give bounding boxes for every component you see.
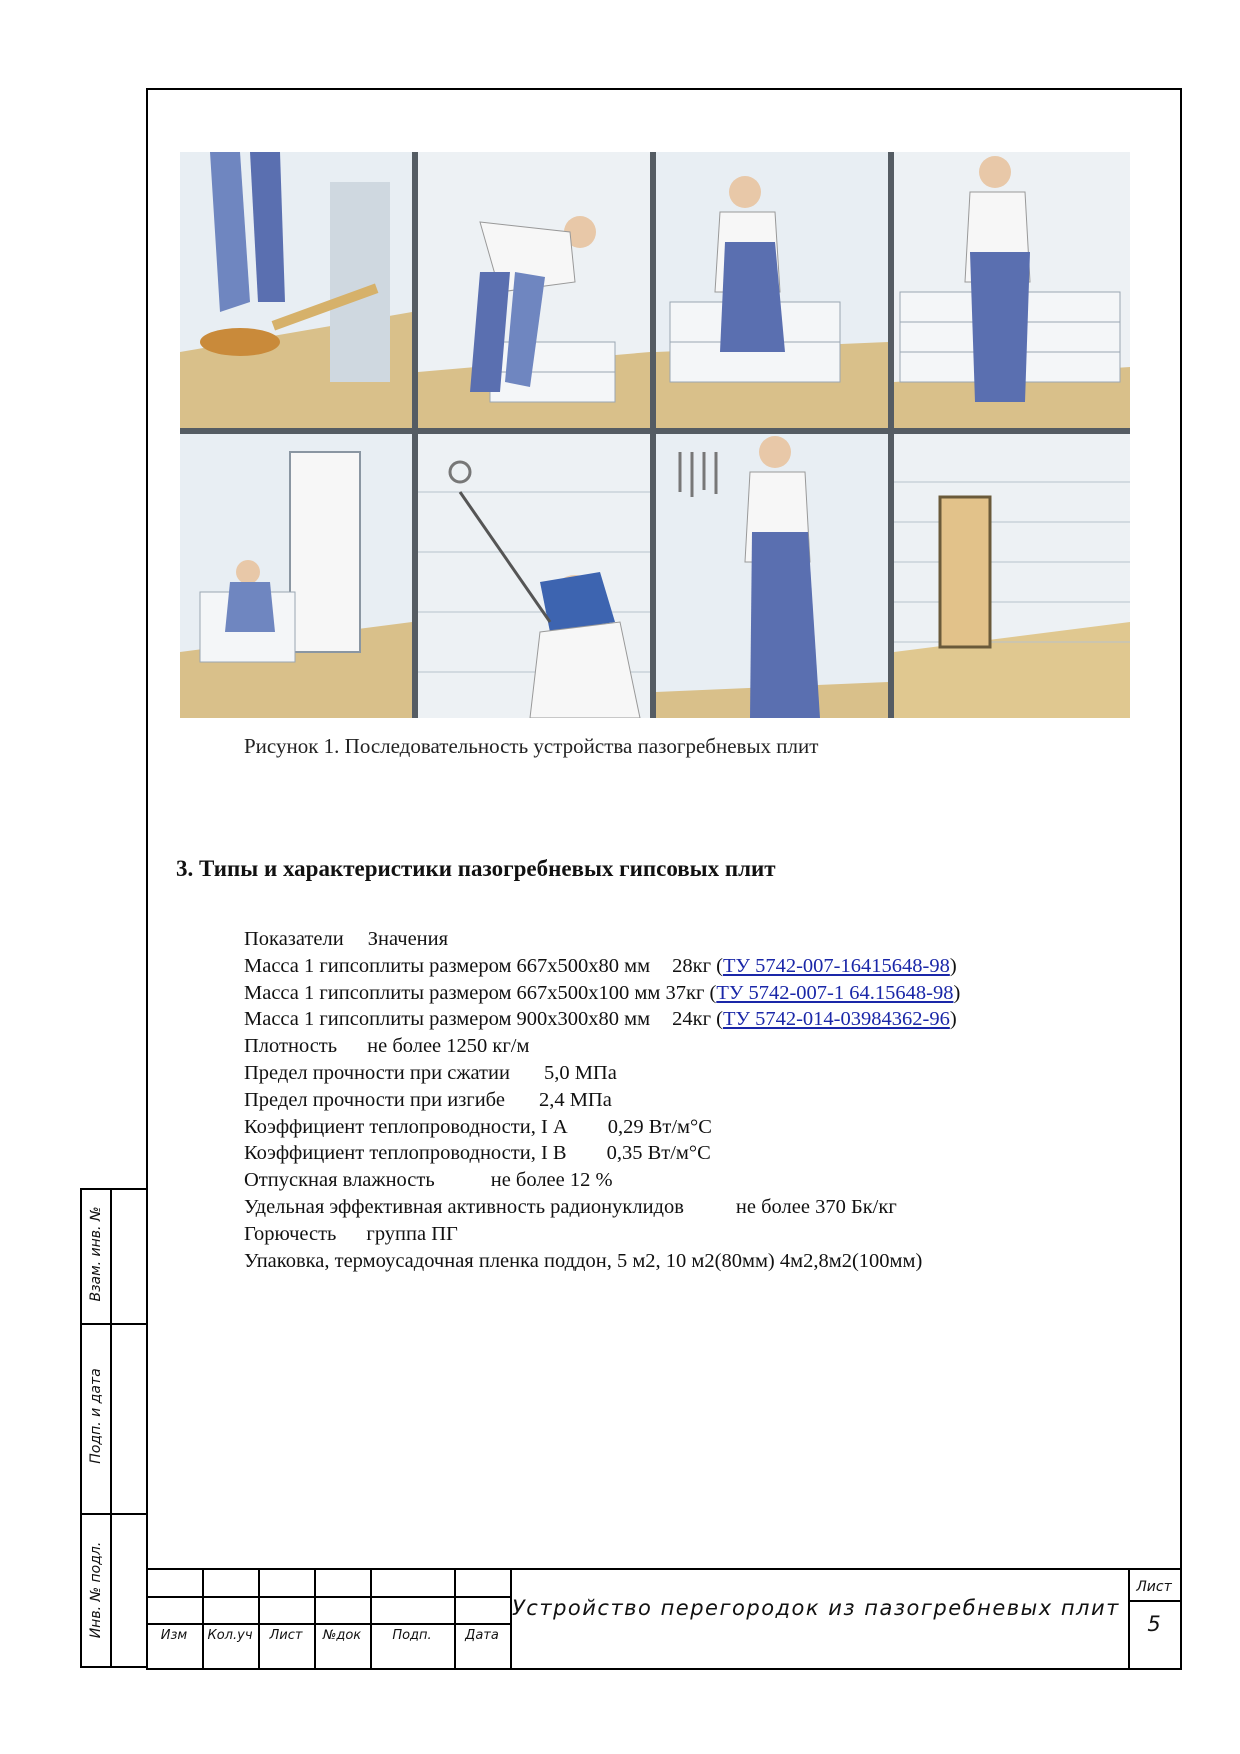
side-stamp-divider bbox=[80, 1323, 148, 1325]
panel-4 bbox=[894, 152, 1130, 428]
standard-link[interactable]: ТУ 5742-007-16415648-98 bbox=[722, 954, 950, 977]
property-name: Предел прочности при изгибе bbox=[244, 1088, 505, 1111]
property-value: группа ПГ bbox=[366, 1222, 458, 1245]
property-row bbox=[244, 1087, 960, 1114]
title-block-col-line bbox=[370, 1568, 372, 1668]
property-value: 0,29 Вт/м°С bbox=[607, 1115, 712, 1138]
sheet-number: 5 bbox=[1147, 1612, 1161, 1636]
properties-header bbox=[244, 926, 960, 953]
figure-caption: Рисунок 1. Последовательность устройства пазогребневых плит bbox=[244, 734, 819, 758]
property-value: не более 12 % bbox=[490, 1169, 613, 1192]
property-row bbox=[244, 1033, 960, 1060]
property-value: не более 1250 кг/м bbox=[367, 1035, 530, 1058]
panel-7 bbox=[656, 434, 888, 718]
title-block-col-line bbox=[202, 1568, 204, 1668]
panel-5 bbox=[180, 434, 412, 718]
col-data: Дата bbox=[465, 1628, 499, 1643]
stamp-sign-date: Подп. и дата bbox=[88, 1368, 104, 1464]
stamp-inv-no-orig: Инв. № подл. bbox=[88, 1541, 104, 1639]
panel-2 bbox=[418, 152, 650, 428]
stamp-inv-no-sub: Взам. инв. № bbox=[88, 1206, 104, 1302]
panel-1 bbox=[180, 152, 412, 428]
installation-sequence-illustration bbox=[180, 152, 1130, 718]
col-kol-uch: Кол.уч bbox=[207, 1628, 253, 1643]
property-name: Удельная эффективная активность радионуклидов bbox=[244, 1195, 684, 1218]
property-row: Масса 1 гипсоплиты размером 900x300x80 мм 24кг (ТУ 5742-014-03984362-96) bbox=[244, 1008, 957, 1031]
title-block-top-line bbox=[146, 1568, 1180, 1570]
property-name: Отпускная влажность bbox=[244, 1169, 435, 1192]
property-name: Масса 1 гипсоплиты размером 667x500x100 мм bbox=[244, 981, 661, 1004]
property-row bbox=[244, 1060, 960, 1087]
property-row bbox=[244, 1167, 960, 1194]
section-title: 3. Типы и характеристики пазогребневых гипсовых плит bbox=[176, 856, 776, 881]
sheet-label: Лист bbox=[1136, 1579, 1172, 1595]
panel-3 bbox=[656, 152, 888, 428]
col-podp: Подп. bbox=[392, 1628, 432, 1643]
property-value: 28кг bbox=[672, 954, 711, 977]
property-value: 24кг bbox=[672, 1008, 711, 1031]
property-row bbox=[244, 1221, 960, 1248]
property-row bbox=[244, 1140, 960, 1167]
property-value: 37кг bbox=[665, 981, 705, 1004]
property-name: Масса 1 гипсоплиты размером 900x300x80 мм bbox=[244, 1008, 651, 1031]
title-block-col-line bbox=[454, 1568, 456, 1668]
document-title: Устройство перегородок из пазогребневых плит bbox=[512, 1596, 1120, 1620]
col-no-dok: №док bbox=[322, 1628, 362, 1643]
property-value: не более 370 Бк/кг bbox=[735, 1195, 897, 1218]
title-block-sheet-line bbox=[1128, 1600, 1180, 1602]
panel-6 bbox=[418, 434, 650, 718]
property-value: 2,4 МПа bbox=[538, 1088, 612, 1111]
property-value: поддон, 5 м2, 10 м2(80мм) 4м2,8м2(100мм) bbox=[544, 1249, 923, 1272]
property-name: Горючесть bbox=[244, 1222, 337, 1245]
property-row bbox=[244, 1248, 960, 1275]
property-name: Коэффициент теплопроводности, I А bbox=[244, 1115, 568, 1138]
side-stamp-divider bbox=[80, 1513, 148, 1515]
title-block-col-line bbox=[258, 1568, 260, 1668]
header-value: Значения bbox=[367, 928, 449, 950]
property-row: Масса 1 гипсоплиты размером 667x500x100 мм 37кг (ТУ 5742-007-1 64.15648-98) bbox=[244, 981, 961, 1004]
property-name: Коэффициент теплопроводности, I В bbox=[244, 1142, 567, 1165]
standard-link[interactable]: ТУ 5742-007-1 64.15648-98 bbox=[716, 981, 954, 1004]
panel-8 bbox=[894, 434, 1130, 718]
col-izm: Изм bbox=[160, 1628, 188, 1643]
properties-list bbox=[244, 926, 960, 1274]
property-name: Масса 1 гипсоплиты размером 667x500x80 мм bbox=[244, 954, 651, 977]
property-name: Плотность bbox=[244, 1035, 338, 1058]
header-name: Показатели bbox=[244, 928, 344, 950]
property-value: 0,35 Вт/м°С bbox=[606, 1142, 711, 1165]
property-name: Предел прочности при сжатии bbox=[244, 1061, 510, 1084]
property-row bbox=[244, 1114, 960, 1141]
property-row: Масса 1 гипсоплиты размером 667x500x80 мм 28кг (ТУ 5742-007-16415648-98) bbox=[244, 954, 957, 977]
col-list: Лист bbox=[269, 1628, 303, 1643]
property-value: 5,0 МПа bbox=[543, 1061, 617, 1084]
property-name: Упаковка, термоусадочная пленка bbox=[244, 1249, 539, 1272]
title-block-col-line bbox=[314, 1568, 316, 1668]
property-row bbox=[244, 1194, 960, 1221]
standard-link[interactable]: ТУ 5742-014-03984362-96 bbox=[722, 1008, 950, 1031]
